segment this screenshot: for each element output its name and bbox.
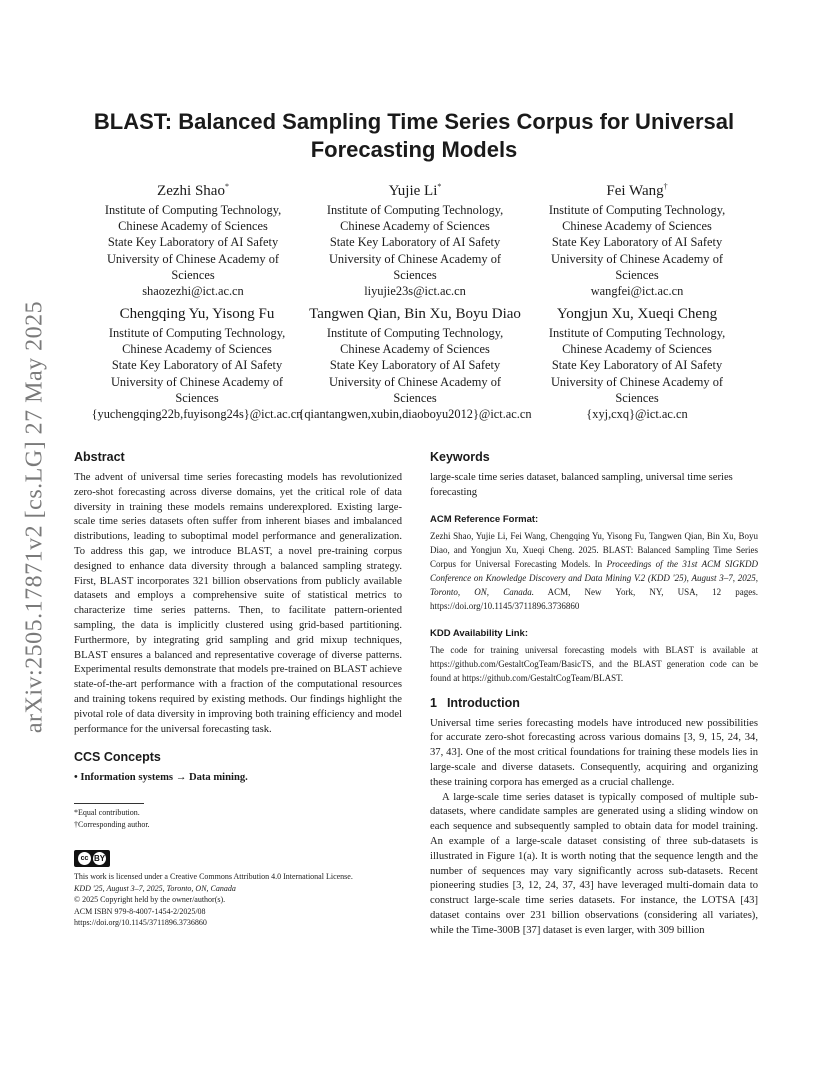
- conference-line: KDD '25, August 3–7, 2025, Toronto, ON, Canada: [74, 883, 236, 893]
- affiliation-line: Institute of Computing Technology,: [108, 326, 286, 340]
- author-block-6: [532, 304, 742, 422]
- arxiv-id: arXiv:2505.17871v2 [cs.LG] 27 May 2025: [21, 300, 48, 734]
- affiliation-line: State Key Laboratory of AI Safety: [551, 235, 723, 250]
- affiliation-line: State Key Laboratory of AI Safety: [111, 358, 283, 373]
- footnote-corresponding: †Corresponding author.: [74, 820, 150, 830]
- affiliation-line: Sciences: [615, 390, 659, 405]
- doi-link[interactable]: https://doi.org/10.1145/3711896.3736860: [74, 918, 207, 928]
- author-block-3: [532, 177, 742, 299]
- affiliation-line: Sciences: [393, 267, 437, 282]
- acm-ref-heading: ACM Reference Format:: [430, 513, 539, 525]
- license-block: [74, 847, 402, 929]
- affiliation-line: Institute of Computing Technology,: [548, 326, 726, 340]
- affiliation-line: University of Chinese Academy of: [328, 374, 502, 389]
- affiliation-line: Chinese Academy of Sciences: [562, 219, 712, 234]
- affiliation-line: University of Chinese Academy of: [328, 251, 502, 266]
- arxiv-stamp: [18, 274, 52, 760]
- affiliation-line: University of Chinese Academy of: [110, 374, 284, 389]
- by-icon: BY: [93, 854, 106, 864]
- affiliation-line: Institute of Computing Technology,: [548, 203, 726, 217]
- author-email: {yuchengqing22b,fuyisong24s}@ict.ac.cn: [91, 407, 303, 422]
- paper-title: [80, 108, 748, 164]
- affiliation-line: Sciences: [171, 267, 215, 282]
- isbn-line: ACM ISBN 979-8-4007-1454-2/2025/08: [74, 906, 206, 916]
- abstract-text: The advent of universal time series forecasting models has revolutionized zero-shot forecasting across diverse domains, yet the critical role of data diversity in training these models remains underexplored. Existing large-scale time series datasets often suffer from inherent biases and imbalanced distributions, leading to suboptimal model performance and generalization. To address this gap, we introduce BLAST, a novel pre-training corpus designed to enhance data diversity through a balanced sampling strategy. First, BLAST incorporates 321 billion observations from publicly available datasets and employs a comprehensive suite of statistical metrics to characterize time series patterns. Then, to facilitate pattern-oriented sampling, the data is implicitly clustered using grid-based partitioning. Furthermore, by integrating grid sampling and grid mixup techniques, BLAST ensures a balanced and representative coverage of diverse patterns. Experimental results demonstrate that models pre-trained on BLAST achieve state-of-the-art performance with a fraction of the computational resources and training tokens required by existing methods. Our findings highlight the pivotal role of data diversity in improving both training efficiency and model performance for the universal forecasting task.: [74, 472, 402, 735]
- affiliation-line: Chinese Academy of Sciences: [118, 219, 268, 234]
- author-email: shaozezhi@ict.ac.cn: [142, 284, 244, 299]
- ccs-heading: CCS Concepts: [74, 750, 161, 765]
- abstract-heading: Abstract: [74, 450, 125, 464]
- affiliation-line: University of Chinese Academy of: [550, 374, 724, 389]
- affiliation-line: University of Chinese Academy of: [550, 251, 724, 266]
- affiliation-line: University of Chinese Academy of: [106, 251, 280, 266]
- copyright-line: © 2025 Copyright held by the owner/author(s).: [74, 895, 226, 905]
- affiliation-line: Chinese Academy of Sciences: [340, 219, 490, 234]
- affiliation-line: Chinese Academy of Sciences: [562, 342, 712, 357]
- availability-text: The code for training universal forecasting models with BLAST is available at https://github.com/GestaltCogTeam/BasicTS, and the BLAST generation code can be found at https://github.com/GestaltCogTeam/BLAST.: [430, 644, 758, 683]
- footnote-rule: [74, 803, 144, 804]
- author-name: Tangwen Qian, Bin Xu, Boyu Diao: [309, 306, 521, 322]
- left-column: [74, 449, 402, 929]
- affiliation-line: State Key Laboratory of AI Safety: [329, 235, 501, 250]
- affiliation-line: State Key Laboratory of AI Safety: [551, 358, 723, 373]
- author-name: Fei Wang†: [606, 182, 668, 199]
- affiliation-line: State Key Laboratory of AI Safety: [329, 358, 501, 373]
- intro-paragraph-1: Universal time series forecasting models have introduced new possibilities for accurate zero-shot forecasting across various domains [3, 9, 15, 24, 34, 37, 43]. One of the most critical foundations for training these models lies in large-scale and diverse datasets. Consequently, acquiring and organizing these training corpora has emerged as a crucial challenge.: [430, 717, 758, 788]
- affiliation-line: Chinese Academy of Sciences: [340, 342, 490, 357]
- author-email: {xyj,cxq}@ict.ac.cn: [586, 407, 688, 422]
- affiliation-line: State Key Laboratory of AI Safety: [107, 235, 279, 250]
- author-email: liyujie23s@ict.ac.cn: [364, 284, 466, 299]
- availability-heading: KDD Availability Link:: [430, 627, 529, 639]
- affiliation-line: Sciences: [615, 267, 659, 282]
- title-line-2: Forecasting Models: [310, 137, 518, 162]
- affiliation-line: Sciences: [393, 390, 437, 405]
- keywords-text: large-scale time series dataset, balanced sampling, universal time series forecasting: [430, 472, 733, 498]
- author-block-5: [298, 304, 532, 422]
- author-block-2: [310, 177, 520, 299]
- affiliation-line: Institute of Computing Technology,: [104, 203, 282, 217]
- acm-ref-text: Zezhi Shao, Yujie Li, Fei Wang, Chengqing Yu, Yisong Fu, Tangwen Qian, Bin Xu, Boyu Diao, and Yongjun Xu, Xueqi Cheng. 2025. BLAST: Balanced Sampling Time Series Corpus for Universal Forecasting Models. In Proceedings of the 31st ACM SIGKDD Conference on Knowledge Discovery and Data Mining V.2 (KDD '25), August 3–7, 2025, Toronto, ON, Canada. ACM, New York, NY, USA, 12 pages. https://doi.org/10.1145/3711896.3736860: [430, 530, 758, 611]
- title-line-1: BLAST: Balanced Sampling Time Series Corpus for Universal: [93, 109, 735, 134]
- footnotes: [74, 803, 402, 831]
- cc-by-badge: [74, 850, 110, 867]
- author-name: Zezhi Shao*: [157, 182, 229, 199]
- right-column: [430, 449, 758, 939]
- author-name: Yongjun Xu, Xueqi Cheng: [556, 306, 718, 322]
- author-name: Yujie Li*: [388, 182, 442, 199]
- author-email: wangfei@ict.ac.cn: [590, 284, 684, 299]
- author-block-1: [88, 177, 298, 299]
- author-name: Chengqing Yu, Yisong Fu: [119, 306, 275, 322]
- affiliation-line: Sciences: [175, 390, 219, 405]
- keywords-heading: Keywords: [430, 450, 490, 464]
- intro-paragraph-2: A large-scale time series dataset is typically composed of multiple sub-datasets, where candidate samples are generated using a sliding window on each sequence and subsequently sampled to obtain data for model training. An example of a large-scale dataset consisting of three sub-datasets is illustrated in Figure 1(a). It is worth noting that the sequence length and the number of sequences may vary significantly across sub-datasets. Recent pioneering studies [3, 12, 24, 37, 43] have leveraged multi-domain data to construct large-scale time series datasets. For instance, the LOTSA [43] dataset contains over 231 billion observations (considering all variates), while the Time-300B [37] dataset is even larger, with 309 billion: [430, 791, 758, 936]
- author-block-4: [83, 304, 311, 422]
- intro-heading: 1 Introduction: [430, 695, 520, 710]
- affiliation-line: Institute of Computing Technology,: [326, 203, 504, 217]
- affiliation-line: Institute of Computing Technology,: [326, 326, 504, 340]
- author-email: {qiantangwen,xubin,diaoboyu2012}@ict.ac.cn: [298, 407, 532, 422]
- cc-icon: cc: [78, 852, 91, 865]
- footnote-equal: *Equal contribution.: [74, 808, 140, 818]
- license-text: This work is licensed under a Creative Commons Attribution 4.0 International License.: [74, 872, 353, 882]
- ccs-item: • Information systems → Data mining.: [74, 772, 248, 784]
- affiliation-line: Chinese Academy of Sciences: [122, 342, 272, 357]
